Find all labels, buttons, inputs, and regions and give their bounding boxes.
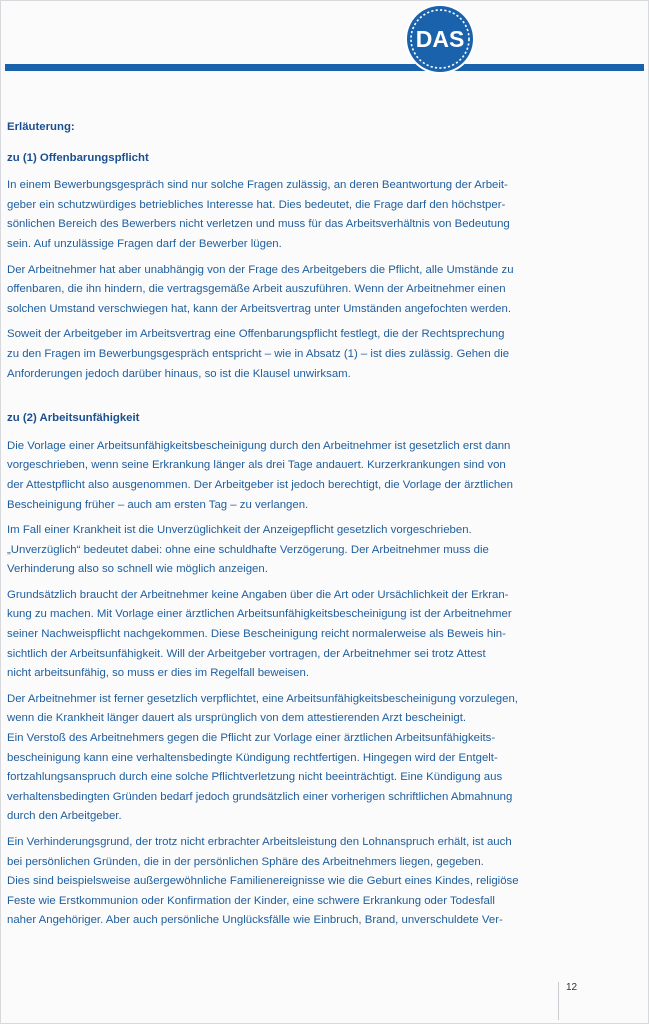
document-body	[7, 118, 547, 937]
paragraph: Der Arbeitnehmer ist ferner gesetzlich verpflichtet, eine Arbeitsunfähigkeitsbescheinigung vorzulegen, wenn die Krankheit länger dauert als ursprünglich von dem attestierenden Arzt bescheinigt. Ein Verstoß des Arbeitnehmers gegen die Pflicht zur Vorlage einer ärztlichen Arbeitsunfähigkeits- bescheinigung kann eine verhaltensbedingte Kündigung rechtfertigen. Hingegen wird der Entgelt- fortzahlungsanspruch durch eine solche Pflichtverletzung nicht beeinträchtigt. Eine Kündigung aus verhaltensbedingten Gründen bedarf jedoch grundsätzlich einer vorherigen schriftlichen Abmahnung durch den Arbeitgeber.	[7, 692, 518, 823]
paragraph: Soweit der Arbeitgeber im Arbeitsvertrag eine Offenbarungspflicht festlegt, die der Rechtsprechung zu den Fragen im Bewerbungsgespräch entspricht – wie in Absatz (1) – ist dies zulässig. Gehen die Anforderungen jedoch darüber hinaus, so ist die Klausel unwirksam.	[7, 328, 510, 380]
section-offenbarungspflicht	[7, 149, 547, 385]
paragraph: Der Arbeitnehmer hat aber unabhängig von der Frage des Arbeitgebers die Pflicht, alle Umstände zu offenbaren, die ihn hindern, die vertragsgemäße Arbeit auszuführen. Wenn der Arbeitnehmer einen solchen Umstand verschwiegen hat, kann der Arbeitsvertrag unter Umständen angefochten werden.	[7, 263, 514, 315]
paragraph: Grundsätzlich braucht der Arbeitnehmer keine Angaben über die Art oder Ursächlichkeit der Erkran- kung zu machen. Mit Vorlage einer ärztlichen Arbeitsunfähigkeitsbescheinigung ist der Arbeitnehmer seiner Nachweispflicht nachgekommen. Diese Bescheinigung reicht normalerweise als Beweis hin- sichtlich der Arbeitsunfähigkeit. Will der Arbeitgeber vortragen, der Arbeitnehmer sei trotz Attest nicht arbeitsunfähig, so muss er dies im Regelfall beweisen.	[7, 588, 512, 680]
footer-rule	[558, 982, 559, 1020]
paragraph: Im Fall einer Krankheit ist die Unverzüglichkeit der Anzeigepflicht gesetzlich vorgeschrieben. „Unverzüglich“ bedeutet dabei: ohne eine schuldhafte Verzögerung. Der Arbeitnehmer muss die Verhinderung also so schnell wie möglich anzeigen.	[7, 524, 489, 576]
section-title: zu (2) Arbeitsunfähigkeit	[7, 412, 140, 425]
paragraph: In einem Bewerbungsgespräch sind nur solche Fragen zulässig, an deren Beantwortung der Arbeit- geber ein schutzwürdiges betriebliches Interesse hat. Dies bedeutet, die Frage darf den höchstper- sönlichen Bereich des Bewerbers nicht verletzen und muss für das Arbeitsverhältnis von Bedeutung sein. Auf unzulässige Fragen darf der Bewerber lügen.	[7, 179, 510, 250]
das-logo	[404, 3, 476, 75]
paragraph: Die Vorlage einer Arbeitsunfähigkeitsbescheinigung durch den Arbeitnehmer ist gesetzlich erst dann vorgeschrieben, wenn seine Erkrankung länger als drei Tage andauert. Kurzerkrankungen sind von der Attestpflicht also ausgenommen. Der Arbeitgeber ist jedoch berechtigt, die Vorlage der ärztlichen Bescheinigung früher – auch am ersten Tag – zu verlangen.	[7, 439, 513, 511]
page-number: 12	[566, 982, 578, 993]
section-title: zu (1) Offenbarungspflicht	[7, 151, 149, 164]
paragraph: Ein Verhinderungsgrund, der trotz nicht erbrachter Arbeitsleistung den Lohnanspruch erhält, ist auch bei persönlichen Gründen, die in der persönlichen Sphäre des Arbeitnehmers liegen, gegeben. Dies sind beispielsweise außergewöhnliche Familienereignisse wie die Geburt eines Kindes, religiöse Feste wie Erstkommunion oder Konfirmation der Kinder, eine schwere Erkrankung oder Todesfall naher Angehöriger. Aber auch persönliche Unglücksfälle wie Einbruch, Brand, unverschuldete Ver-	[7, 836, 519, 927]
document-heading: Erläuterung:	[7, 121, 75, 133]
header-rule	[5, 64, 644, 71]
section-arbeitsunfaehigkeit	[7, 409, 547, 931]
logo-text: DAS	[415, 26, 465, 52]
